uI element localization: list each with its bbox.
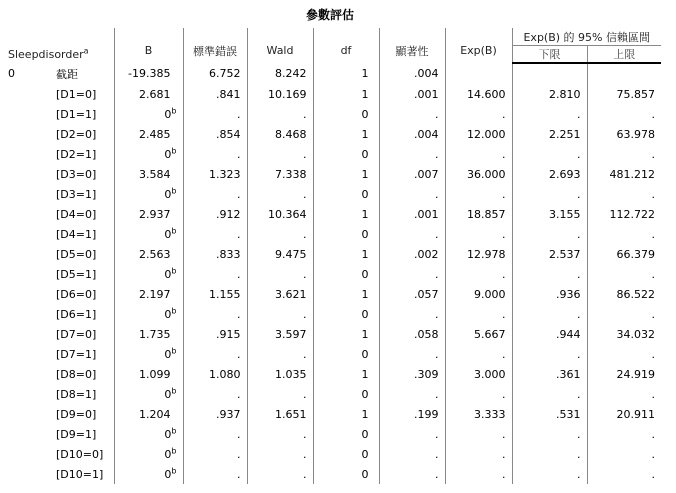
cell-exp-b: .	[445, 264, 512, 284]
cell-group	[2, 324, 52, 344]
cell-group	[2, 444, 52, 464]
cell-wald: 10.364	[247, 204, 313, 224]
table-row	[2, 304, 661, 324]
cell-group	[2, 124, 52, 144]
table-body	[2, 63, 661, 484]
cell-significance: .	[379, 424, 445, 444]
cell-exp-b: 3.333	[445, 404, 512, 424]
table-row	[2, 63, 661, 84]
cell-std-error: .	[183, 184, 247, 204]
cell-df: 1	[313, 204, 379, 224]
cell-group	[2, 404, 52, 424]
cell-term: [D4=1]	[56, 227, 97, 241]
footnote-marker: b	[171, 105, 177, 115]
cell-upper: .	[587, 104, 661, 124]
cell-upper: .	[587, 464, 661, 484]
cell-std-error: .	[183, 104, 247, 124]
cell-term: 截距	[56, 67, 78, 81]
header-significance: 顯著性	[379, 28, 445, 63]
cell-term: [D7=0]	[56, 327, 97, 341]
header-lower: 下限	[512, 46, 587, 64]
cell-df: 0	[313, 184, 379, 204]
table-row	[2, 104, 661, 124]
cell-b: 0$^b$	[114, 264, 183, 284]
cell-significance: .199	[379, 404, 445, 424]
table-row	[2, 204, 661, 224]
cell-std-error: .912	[183, 204, 247, 224]
cell-term: [D10=1]	[56, 467, 104, 481]
cell-wald: .	[247, 264, 313, 284]
cell-df: 1	[313, 124, 379, 144]
cell-lower: 3.155	[512, 204, 587, 224]
cell-df: 0	[313, 344, 379, 364]
cell-lower: .	[512, 344, 587, 364]
cell-lower: .	[512, 424, 587, 444]
cell-term: [D6=0]	[56, 287, 97, 301]
cell-b: 1.735	[114, 324, 183, 344]
cell-lower: 2.537	[512, 244, 587, 264]
cell-significance: .007	[379, 164, 445, 184]
cell-group	[2, 204, 52, 224]
header-exp-b: Exp(B)	[445, 28, 512, 63]
cell-df: 0	[313, 224, 379, 244]
cell-b: 0$^b$	[114, 104, 183, 124]
cell-significance: .	[379, 464, 445, 484]
cell-upper: .	[587, 184, 661, 204]
cell-significance: .	[379, 224, 445, 244]
cell-upper: .	[587, 424, 661, 444]
cell-significance: .002	[379, 244, 445, 264]
cell-exp-b: .	[445, 464, 512, 484]
cell-df: 1	[313, 63, 379, 84]
cell-group	[2, 144, 52, 164]
header-b: B	[114, 28, 183, 63]
cell-upper: 112.722	[587, 204, 661, 224]
cell-upper: .	[587, 384, 661, 404]
cell-significance: .004	[379, 63, 445, 84]
cell-term: [D1=1]	[56, 107, 97, 121]
cell-df: 1	[313, 364, 379, 384]
cell-std-error: .915	[183, 324, 247, 344]
table-row	[2, 344, 661, 364]
table-row	[2, 224, 661, 244]
cell-std-error: 1.323	[183, 164, 247, 184]
cell-lower: .	[512, 224, 587, 244]
cell-group	[2, 284, 52, 304]
header-ci: Exp(B) 的 95% 信賴區間	[512, 28, 661, 46]
cell-significance: .	[379, 384, 445, 404]
cell-term: [D2=0]	[56, 127, 97, 141]
cell-df: 0	[313, 384, 379, 404]
cell-std-error: 1.155	[183, 284, 247, 304]
cell-std-error: .	[183, 224, 247, 244]
cell-wald: .	[247, 224, 313, 244]
cell-upper: .	[587, 344, 661, 364]
cell-term: [D5=0]	[56, 247, 97, 261]
cell-lower: .	[512, 304, 587, 324]
cell-significance: .058	[379, 324, 445, 344]
cell-lower: 2.251	[512, 124, 587, 144]
cell-term: [D4=0]	[56, 207, 97, 221]
footnote-marker: b	[171, 465, 177, 475]
cell-lower: .	[512, 104, 587, 124]
cell-b: 0$^b$	[114, 444, 183, 464]
cell-b: 0$^b$	[114, 384, 183, 404]
cell-exp-b: .	[445, 444, 512, 464]
cell-lower: .	[512, 464, 587, 484]
cell-term: [D5=1]	[56, 267, 97, 281]
cell-significance: .309	[379, 364, 445, 384]
cell-lower: .944	[512, 324, 587, 344]
cell-group	[2, 104, 52, 124]
cell-lower: .936	[512, 284, 587, 304]
cell-b: 0$^b$	[114, 344, 183, 364]
cell-b: 1.099	[114, 364, 183, 384]
cell-wald: 1.651	[247, 404, 313, 424]
header-wald: Wald	[247, 28, 313, 63]
cell-lower: .	[512, 184, 587, 204]
footnote-marker: b	[171, 445, 177, 455]
cell-b: 0$^b$	[114, 184, 183, 204]
cell-std-error: 6.752	[183, 63, 247, 84]
cell-upper: .	[587, 264, 661, 284]
cell-df: 0	[313, 304, 379, 324]
cell-df: 0	[313, 444, 379, 464]
cell-std-error: .841	[183, 84, 247, 104]
cell-term: [D10=0]	[56, 447, 104, 461]
cell-group	[2, 344, 52, 364]
cell-exp-b: 18.857	[445, 204, 512, 224]
table-row	[2, 184, 661, 204]
cell-wald: 10.169	[247, 84, 313, 104]
footnote-marker: b	[171, 265, 177, 275]
cell-lower	[512, 63, 587, 84]
cell-std-error: .	[183, 464, 247, 484]
cell-upper: 75.857	[587, 84, 661, 104]
cell-exp-b: .	[445, 424, 512, 444]
cell-wald: .	[247, 344, 313, 364]
cell-significance: .001	[379, 84, 445, 104]
cell-group	[2, 424, 52, 444]
table-row	[2, 444, 661, 464]
cell-std-error: .	[183, 264, 247, 284]
cell-significance: .	[379, 344, 445, 364]
cell-b: 1.204	[114, 404, 183, 424]
cell-significance: .001	[379, 204, 445, 224]
cell-b: 0$^b$	[114, 464, 183, 484]
cell-b: 0$^b$	[114, 304, 183, 324]
cell-term: [D3=1]	[56, 187, 97, 201]
cell-std-error: .	[183, 144, 247, 164]
table-row	[2, 324, 661, 344]
cell-term: [D3=0]	[56, 167, 97, 181]
cell-exp-b: 3.000	[445, 364, 512, 384]
cell-b: 0$^b$	[114, 144, 183, 164]
cell-significance: .	[379, 144, 445, 164]
cell-upper: 63.978	[587, 124, 661, 144]
cell-upper: 34.032	[587, 324, 661, 344]
cell-std-error: 1.080	[183, 364, 247, 384]
cell-significance: .004	[379, 124, 445, 144]
cell-term: [D2=1]	[56, 147, 97, 161]
parameter-estimates-table	[2, 28, 661, 484]
cell-b: 2.197	[114, 284, 183, 304]
cell-exp-b: 12.000	[445, 124, 512, 144]
cell-b: 0$^b$	[114, 224, 183, 244]
header-upper: 上限	[587, 46, 661, 64]
table-row	[2, 144, 661, 164]
cell-df: 1	[313, 284, 379, 304]
cell-exp-b: .	[445, 304, 512, 324]
cell-group	[2, 304, 52, 324]
cell-df: 1	[313, 324, 379, 344]
cell-exp-b: .	[445, 224, 512, 244]
cell-significance: .	[379, 184, 445, 204]
cell-exp-b: .	[445, 104, 512, 124]
cell-upper: .	[587, 304, 661, 324]
table-row	[2, 124, 661, 144]
cell-exp-b: 14.600	[445, 84, 512, 104]
table-row	[2, 284, 661, 304]
cell-df: 1	[313, 164, 379, 184]
cell-group	[2, 224, 52, 244]
cell-group	[2, 244, 52, 264]
cell-significance: .	[379, 444, 445, 464]
cell-exp-b: .	[445, 384, 512, 404]
cell-df: 0	[313, 144, 379, 164]
cell-df: 0	[313, 104, 379, 124]
cell-std-error: .	[183, 384, 247, 404]
cell-wald: .	[247, 184, 313, 204]
table-title: 參數評估	[305, 8, 354, 22]
cell-wald: 7.338	[247, 164, 313, 184]
cell-std-error: .	[183, 304, 247, 324]
cell-std-error: .	[183, 424, 247, 444]
cell-std-error: .937	[183, 404, 247, 424]
cell-wald: .	[247, 464, 313, 484]
cell-term: [D7=1]	[56, 347, 97, 361]
cell-upper: 66.379	[587, 244, 661, 264]
header-sleepdisorder: Sleepdisorder$^a$	[8, 46, 89, 61]
footnote-marker: b	[171, 225, 177, 235]
cell-lower: .	[512, 444, 587, 464]
cell-b: 2.937	[114, 204, 183, 224]
cell-term: [D9=0]	[56, 407, 97, 421]
cell-exp-b: 36.000	[445, 164, 512, 184]
footnote-marker: b	[171, 385, 177, 395]
cell-term: [D8=1]	[56, 387, 97, 401]
cell-term: [D6=1]	[56, 307, 97, 321]
cell-exp-b	[445, 63, 512, 84]
cell-exp-b: 5.667	[445, 324, 512, 344]
cell-significance: .	[379, 304, 445, 324]
cell-wald: .	[247, 304, 313, 324]
cell-group	[2, 164, 52, 184]
cell-upper: .	[587, 224, 661, 244]
cell-b: 2.563	[114, 244, 183, 264]
cell-b: 3.584	[114, 164, 183, 184]
table-row	[2, 164, 661, 184]
cell-group	[2, 384, 52, 404]
table-row	[2, 404, 661, 424]
cell-df: 1	[313, 404, 379, 424]
cell-group	[2, 84, 52, 104]
cell-lower: .	[512, 264, 587, 284]
cell-group	[2, 464, 52, 484]
cell-upper: 20.911	[587, 404, 661, 424]
cell-exp-b: .	[445, 184, 512, 204]
cell-group: 0	[8, 67, 15, 80]
table-header	[2, 28, 661, 63]
cell-upper: 86.522	[587, 284, 661, 304]
cell-df: 1	[313, 244, 379, 264]
footnote-marker: b	[171, 425, 177, 435]
table-row	[2, 364, 661, 384]
cell-exp-b: .	[445, 144, 512, 164]
cell-std-error: .	[183, 444, 247, 464]
cell-lower: .531	[512, 404, 587, 424]
cell-wald: .	[247, 384, 313, 404]
cell-upper: .	[587, 444, 661, 464]
footnote-marker: b	[171, 145, 177, 155]
table-row	[2, 244, 661, 264]
cell-df: 1	[313, 84, 379, 104]
cell-std-error: .833	[183, 244, 247, 264]
cell-wald: 3.621	[247, 284, 313, 304]
cell-group	[2, 264, 52, 284]
cell-wald: 9.475	[247, 244, 313, 264]
table-row	[2, 384, 661, 404]
cell-std-error: .	[183, 344, 247, 364]
header-std-error: 標準錯誤	[183, 28, 247, 63]
cell-df: 0	[313, 464, 379, 484]
cell-exp-b: 9.000	[445, 284, 512, 304]
cell-wald: 8.468	[247, 124, 313, 144]
cell-wald: .	[247, 104, 313, 124]
cell-lower: .	[512, 384, 587, 404]
footnote-marker: b	[171, 305, 177, 315]
cell-group	[2, 364, 52, 384]
cell-significance: .057	[379, 284, 445, 304]
cell-wald: .	[247, 444, 313, 464]
table-row	[2, 424, 661, 444]
cell-wald: 1.035	[247, 364, 313, 384]
cell-exp-b: .	[445, 344, 512, 364]
cell-std-error: .854	[183, 124, 247, 144]
cell-term: [D8=0]	[56, 367, 97, 381]
cell-wald: .	[247, 424, 313, 444]
cell-exp-b: 12.978	[445, 244, 512, 264]
cell-b: 0$^b$	[114, 424, 183, 444]
cell-significance: .	[379, 264, 445, 284]
table-row	[2, 464, 661, 484]
cell-upper: 481.212	[587, 164, 661, 184]
cell-df: 0	[313, 264, 379, 284]
footnote-marker: b	[171, 345, 177, 355]
cell-b: 2.485	[114, 124, 183, 144]
cell-b: 2.681	[114, 84, 183, 104]
cell-lower: 2.810	[512, 84, 587, 104]
cell-term: [D1=0]	[56, 87, 97, 101]
footnote-marker: b	[171, 185, 177, 195]
cell-lower: 2.693	[512, 164, 587, 184]
cell-lower: .	[512, 144, 587, 164]
cell-df: 0	[313, 424, 379, 444]
cell-upper: .	[587, 144, 661, 164]
cell-wald: .	[247, 144, 313, 164]
cell-upper: 24.919	[587, 364, 661, 384]
cell-b: -19.385	[114, 63, 183, 84]
cell-upper	[587, 63, 661, 84]
cell-group	[2, 184, 52, 204]
header-df: df	[313, 28, 379, 63]
cell-wald: 8.242	[247, 63, 313, 84]
table-row	[2, 264, 661, 284]
cell-lower: .361	[512, 364, 587, 384]
cell-significance: .	[379, 104, 445, 124]
cell-wald: 3.597	[247, 324, 313, 344]
cell-term: [D9=1]	[56, 427, 97, 441]
table-row	[2, 84, 661, 104]
